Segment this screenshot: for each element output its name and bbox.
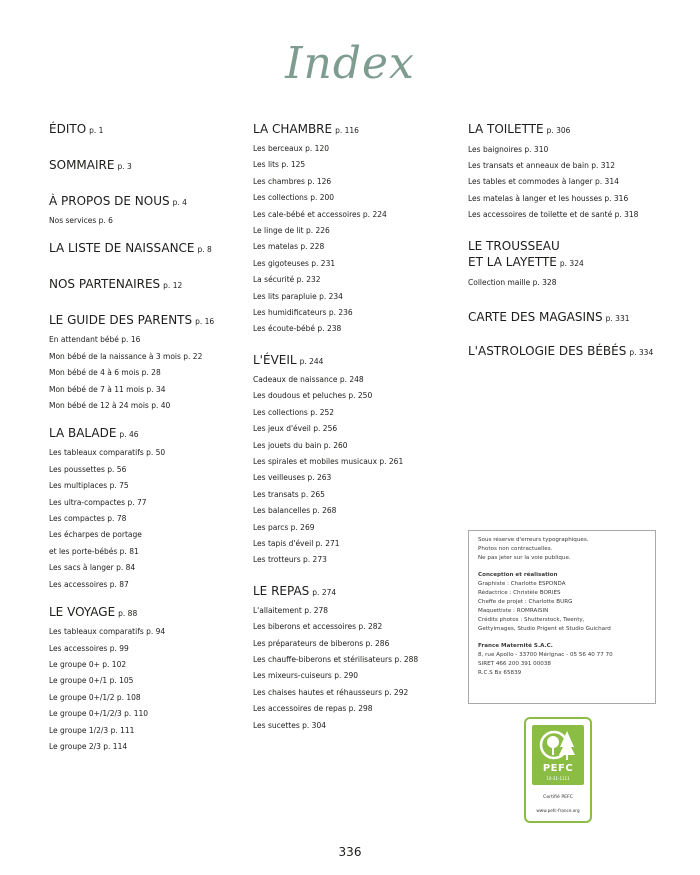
- index-item: Les ultra-compactes p. 77: [49, 497, 147, 507]
- index-item: Les collections p. 252: [253, 407, 335, 417]
- section-title: [253, 352, 453, 370]
- credits-title: Conception et réalisation: [478, 572, 558, 578]
- index-section: [468, 238, 668, 291]
- section-title-text: LE VOYAGE: [49, 605, 116, 620]
- section-page: p. 4: [172, 198, 187, 207]
- index-item: et les porte-bébés p. 81: [49, 546, 139, 556]
- section-title: [49, 425, 239, 443]
- section-title: [49, 604, 239, 622]
- section-title: [468, 121, 668, 140]
- index-item: En attendant bébé p. 16: [49, 335, 141, 345]
- section-title: [253, 583, 453, 601]
- section-title-text: LE REPAS: [253, 583, 310, 598]
- index-item: Les tableaux comparatifs p. 94: [49, 627, 166, 637]
- index-item: Le groupe 2/3 p. 114: [49, 741, 128, 751]
- section-title: [49, 240, 239, 258]
- section-page: p. 244: [299, 356, 324, 366]
- index-item: Les accessoires p. 87: [49, 579, 129, 589]
- index-item: Les veilleuses p. 263: [253, 473, 332, 483]
- index-section: [49, 193, 239, 229]
- index-item: Les doudous et peluches p. 250: [253, 391, 373, 401]
- section-page: p. 324: [559, 259, 584, 269]
- index-item: Les jeux d'éveil p. 256: [253, 424, 338, 434]
- index-section: [468, 309, 668, 328]
- index-item: Le linge de lit p. 226: [253, 226, 330, 236]
- index-item: Le groupe 1/2/3 p. 111: [49, 725, 135, 735]
- section-title: [49, 121, 239, 139]
- section-title: [49, 157, 239, 175]
- index-section: [49, 425, 239, 593]
- index-item: Le groupe 0+/1/2 p. 108: [49, 692, 141, 702]
- index-column-2: [253, 121, 453, 748]
- index-item: Les cale-bébé et accessoires p. 224: [253, 209, 387, 219]
- section-page: p. 12: [163, 281, 183, 291]
- disclaimer-line: Photos non contractuelles.: [478, 546, 553, 552]
- section-page: p. 3: [117, 162, 132, 171]
- section-page: p. 88: [118, 609, 138, 619]
- index-item: Mon bébé de 12 à 24 mois p. 40: [49, 401, 171, 411]
- index-section: [49, 604, 239, 755]
- pefc-logo: [524, 717, 592, 823]
- index-section: [253, 121, 453, 338]
- section-title-text: NOS PARTENAIRES: [49, 277, 161, 292]
- credit-line: Graphiste : Charlotte ESPONDA: [478, 581, 566, 587]
- section-title-text: LA LISTE DE NAISSANCE: [49, 241, 195, 256]
- section-title-text: L'ÉVEIL: [253, 352, 297, 367]
- index-item: Les matelas p. 228: [253, 242, 325, 252]
- section-title-text: LA BALADE: [49, 426, 117, 441]
- index-column-3: [468, 121, 668, 378]
- section-title: [468, 238, 668, 273]
- index-item: Les chambres p. 126: [253, 176, 332, 186]
- index-item: Les berceaux p. 120: [253, 144, 329, 153]
- section-title: [468, 343, 668, 362]
- index-item: Les tapis d'éveil p. 271: [253, 538, 340, 548]
- index-item: Les lits parapluie p. 234: [253, 291, 343, 301]
- section-title-text: L'ASTROLOGIE DES BÉBÉS: [468, 344, 627, 359]
- index-item: Les parcs p. 269: [253, 522, 315, 532]
- section-title: [253, 121, 453, 139]
- index-item: La sécurité p. 232: [253, 275, 321, 285]
- index-item: Les préparateurs de biberons p. 286: [253, 638, 390, 648]
- company-line: SIRET 466 200 391 00038: [478, 661, 551, 667]
- company-line: R.C.S Bx 65839: [478, 670, 522, 676]
- index-item: Les trotteurs p. 273: [253, 555, 327, 565]
- section-title: [49, 193, 239, 211]
- index-item: Mon bébé de 4 à 6 mois p. 28: [49, 368, 161, 378]
- index-item: Les baignoires p. 310: [468, 144, 549, 154]
- section-title-text: LE GUIDE DES PARENTS: [49, 313, 193, 328]
- pefc-url: www.pefc-france.org: [536, 808, 580, 813]
- section-title: [468, 309, 668, 328]
- index-item: Cadeaux de naissance p. 248: [253, 374, 364, 384]
- index-item: Les poussettes p. 56: [49, 464, 127, 474]
- index-section: [49, 276, 239, 294]
- section-title: [49, 276, 239, 294]
- credit-line: Crédits photos : Shutterstock, Twenty,: [478, 617, 585, 623]
- index-section: [49, 240, 239, 258]
- index-item: Les mixeurs-cuiseurs p. 290: [253, 671, 359, 681]
- section-page: p. 306: [546, 126, 571, 135]
- index-item: L'allaitement p. 278: [253, 605, 329, 615]
- pefc-badge: [532, 725, 584, 785]
- index-item: Les collections p. 200: [253, 193, 335, 203]
- section-title-text: ÉDITO: [49, 122, 87, 136]
- disclaimer-block: [478, 536, 646, 563]
- index-section: [253, 583, 453, 734]
- section-title-text: LA TOILETTE: [468, 122, 544, 136]
- index-item: Les transats et anneaux de bain p. 312: [468, 160, 616, 170]
- index-item: Le groupe 0+/1/2/3 p. 110: [49, 709, 149, 719]
- index-item: Les balancelles p. 268: [253, 506, 337, 516]
- index-item: Les transats p. 265: [253, 489, 325, 499]
- company-line: 8, rue Apollo - 33700 Mérignac - 05 56 40 77 70: [478, 652, 613, 658]
- index-item: Nos services p. 6: [49, 216, 113, 225]
- index-item: Les matelas à langer et les housses p. 316: [468, 193, 629, 203]
- section-page: p. 331: [605, 313, 630, 323]
- section-title-text: À PROPOS DE NOUS: [49, 194, 170, 208]
- index-item: Les sucettes p. 304: [253, 720, 326, 730]
- page-number: 336: [338, 845, 362, 859]
- index-item: Les écoute-bébé p. 238: [253, 324, 342, 334]
- index-item: Le groupe 0+/1 p. 105: [49, 676, 134, 686]
- section-page: p. 334: [629, 348, 654, 358]
- index-item: Les humidificateurs p. 236: [253, 308, 353, 318]
- index-item: Les tables et commodes à langer p. 314: [468, 177, 619, 187]
- index-item: Les lits p. 125: [253, 160, 306, 170]
- index-section: [253, 352, 453, 569]
- index-column-1: [49, 121, 239, 766]
- index-item: Le groupe 0+ p. 102: [49, 659, 127, 669]
- tree-icon: [532, 727, 584, 763]
- index-item: Les accessoires de toilette et de santé p. 318: [468, 210, 639, 220]
- section-page: p. 116: [335, 126, 359, 135]
- pefc-wordmark: PEFC: [542, 763, 574, 774]
- index-item: Les spirales et mobiles musicaux p. 261: [253, 456, 404, 466]
- pefc-number: 10-31-1111: [546, 776, 570, 781]
- credit-line: Rédactrice : Christèle BORIES: [478, 590, 561, 596]
- index-item: Les jouets du bain p. 260: [253, 440, 348, 450]
- index-item: Les sacs à langer p. 84: [49, 563, 136, 573]
- index-item: Les écharpes de portage: [49, 530, 142, 540]
- index-section: [468, 343, 668, 362]
- section-page: p. 8: [197, 245, 212, 255]
- section-title-text: LE TROUSSEAU: [468, 238, 560, 253]
- index-item: Mon bébé de 7 à 11 mois p. 34: [49, 384, 166, 394]
- section-page: p. 16: [195, 317, 215, 327]
- index-item: Les chauffe-biberons et stérilisateurs p. 288: [253, 654, 419, 664]
- credit-line: Maquettiste : ROMRAISIN: [478, 608, 549, 614]
- index-section: [49, 157, 239, 175]
- index-item: Les biberons et accessoires p. 282: [253, 622, 383, 632]
- index-item: Collection maille p. 328: [468, 277, 557, 287]
- pefc-certified: Certifié PEFC: [543, 795, 573, 800]
- section-title-text: LA CHAMBRE: [253, 122, 333, 136]
- credit-line: Gettyimages, Studio Prigent et Studio Guichard: [478, 626, 611, 632]
- page-title: Index: [285, 38, 415, 89]
- section-title: [49, 312, 239, 330]
- section-title-text: ET LA LAYETTE: [468, 255, 557, 270]
- index-item: Les chaises hautes et réhausseurs p. 292: [253, 687, 409, 697]
- section-title-text: SOMMAIRE: [49, 158, 115, 172]
- section-page: p. 1: [89, 126, 104, 135]
- index-item: Mon bébé de la naissance à 3 mois p. 22: [49, 351, 203, 361]
- disclaimer-line: Sous réserve d'erreurs typographiques.: [478, 537, 589, 543]
- section-page: p. 46: [119, 430, 139, 440]
- index-item: Les accessoires de repas p. 298: [253, 704, 373, 714]
- section-page: p. 274: [312, 587, 337, 597]
- credit-line: Cheffe de projet : Charlotte BURG: [478, 599, 573, 605]
- credits-box: [468, 530, 656, 704]
- index-item: Les tableaux comparatifs p. 50: [49, 448, 166, 458]
- company-title: France Maternité S.A.C.: [478, 643, 553, 649]
- section-title-text: CARTE DES MAGASINS: [468, 309, 603, 324]
- index-item: Les accessoires p. 99: [49, 643, 129, 653]
- index-item: Les multiplaces p. 75: [49, 481, 129, 491]
- index-item: Les gigoteuses p. 231: [253, 258, 336, 268]
- disclaimer-line: Ne pas jeter sur la voie publique.: [478, 555, 571, 561]
- index-section: [49, 121, 239, 139]
- index-section: [49, 312, 239, 414]
- index-item: Les compactes p. 78: [49, 514, 127, 524]
- index-section: [468, 121, 668, 224]
